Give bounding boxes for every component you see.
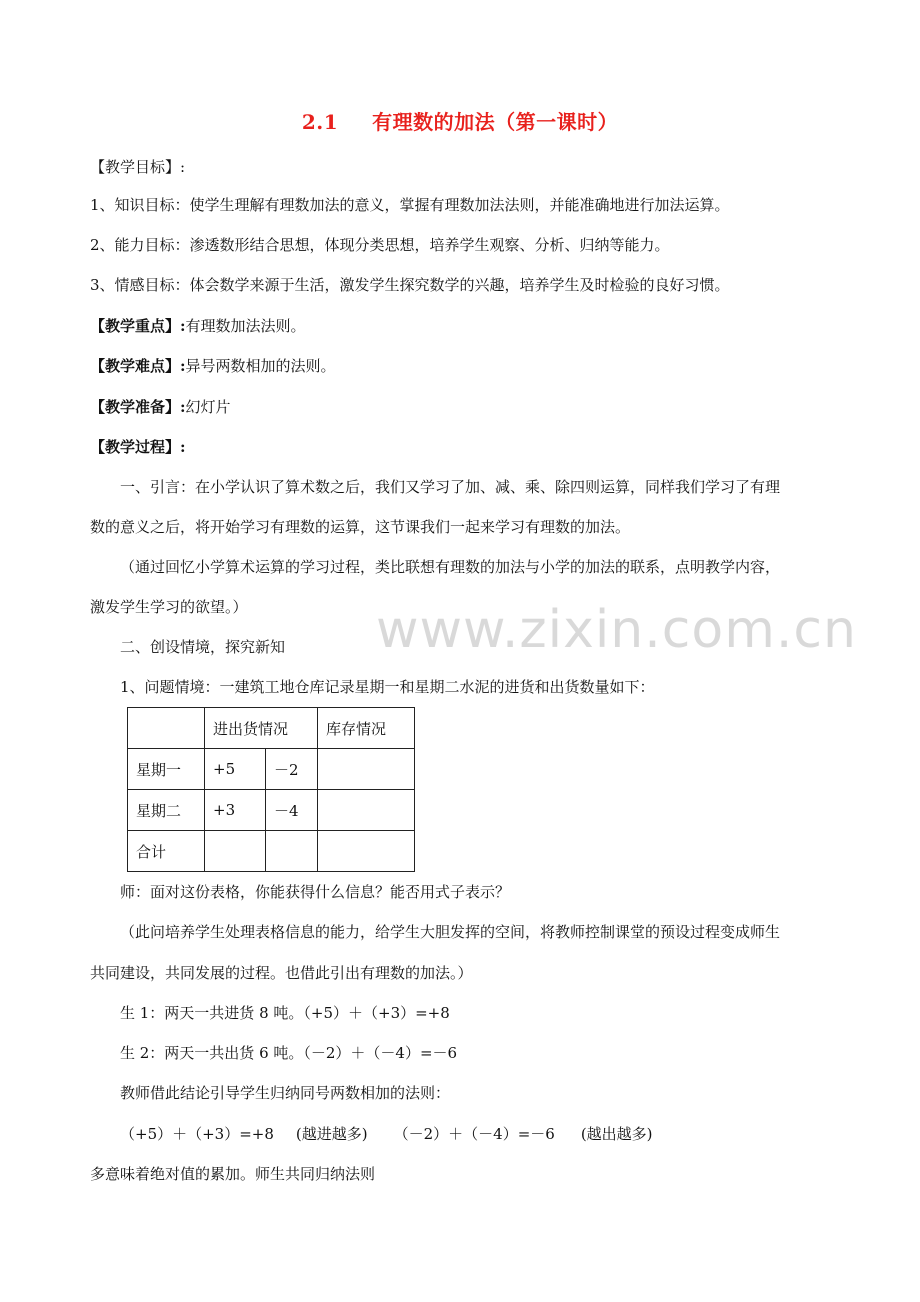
- row-label: 星期一: [128, 749, 205, 790]
- summary-line: 多意味着绝对值的累加。师生共同归纳法则: [90, 1165, 376, 1183]
- difficulty-text: 异号两数相加的法则。: [185, 357, 336, 375]
- note-line-2: 共同建设，共同发展的过程。也借此引出有理数的加法。）: [90, 964, 473, 982]
- row-label: 星期二: [128, 790, 205, 831]
- difficulty-point: [90, 356, 850, 376]
- row-label: 合计: [128, 831, 205, 872]
- teacher-lead: 教师借此结论引导学生归纳同号两数相加的法则：: [120, 1084, 451, 1102]
- lesson-title: [0, 106, 920, 135]
- title-text: 有理数的加法（第一课时）: [372, 110, 619, 134]
- problem-statement: 1、问题情境：一建筑工地仓库记录星期一和星期二水泥的进货和出货数量如下：: [120, 678, 655, 696]
- table-row: [128, 831, 415, 872]
- formula-2: （－2）＋（－4）=－6: [393, 1125, 555, 1143]
- table-row: [128, 790, 415, 831]
- row-out: －4: [266, 790, 318, 831]
- header-io: 进出货情况: [205, 708, 318, 749]
- prep-label: 【教学准备】:: [90, 398, 186, 416]
- goal-emotion: 3、情感目标：体会数学来源于生活，激发学生探究数学的兴趣，培养学生及时检验的良好习惯。: [90, 276, 730, 294]
- goal-knowledge: 1、知识目标：使学生理解有理数加法的意义，掌握有理数加法法则，并能准确地进行加法运算。: [90, 196, 730, 214]
- intro-note-1: （通过回忆小学算术运算的学习过程，类比联想有理数的加法与小学的加法的联系，点明教学内容，: [120, 558, 781, 576]
- header-stock: 库存情况: [318, 708, 415, 749]
- intro-line-1: 一、引言：在小学认识了算术数之后，我们又学习了加、减、乘、除四则运算，同样我们学习了有理: [120, 478, 781, 496]
- preparation: [90, 397, 850, 417]
- table-corner-cell: [128, 708, 205, 749]
- row-stock: [318, 790, 415, 831]
- row-stock: [318, 831, 415, 872]
- intro-line-2: 数的意义之后，将开始学习有理数的运算，这节课我们一起来学习有理数的加法。: [90, 518, 631, 536]
- note-line-1: （此问培养学生处理表格信息的能力，给学生大胆发挥的空间，将教师控制课堂的预设过程变成师生: [120, 923, 781, 941]
- stock-table: [127, 707, 415, 872]
- key-point: [90, 316, 850, 336]
- formula-1: （+5）＋（+3）=+8: [120, 1125, 274, 1143]
- title-number: 2.1: [301, 110, 339, 134]
- formula-line: [120, 1124, 880, 1144]
- goals-heading: 【教学目标】:: [90, 158, 186, 176]
- row-in: +5: [205, 749, 266, 790]
- section-two-heading: 二、创设情境，探究新知: [120, 638, 286, 656]
- row-in: +3: [205, 790, 266, 831]
- formula-1-note: (越进越多): [295, 1125, 368, 1143]
- watermark: www.zixin.com.cn: [376, 600, 857, 660]
- process-heading: 【教学过程】:: [90, 438, 186, 456]
- row-out: －2: [266, 749, 318, 790]
- teacher-question: 师：面对这份表格，你能获得什么信息？能否用式子表示？: [120, 883, 511, 901]
- prep-text: 幻灯片: [185, 398, 231, 416]
- row-out: [266, 831, 318, 872]
- row-stock: [318, 749, 415, 790]
- row-in: [205, 831, 266, 872]
- goal-ability: 2、能力目标：渗透数形结合思想，体现分类思想，培养学生观察、分析、归纳等能力。: [90, 236, 670, 254]
- student-answer-2: 生 2：两天一共出货 6 吨。（－2）＋（－4）=－6: [120, 1044, 458, 1062]
- intro-note-2: 激发学生学习的欲望。）: [90, 598, 248, 616]
- key-text: 有理数加法法则。: [185, 317, 306, 335]
- student-answer-1: 生 1：两天一共进货 8 吨。（+5）＋（+3）=+8: [120, 1004, 450, 1022]
- table-row: [128, 749, 415, 790]
- table-header-row: [128, 708, 415, 749]
- key-label: 【教学重点】:: [90, 317, 186, 335]
- formula-2-note: (越出越多): [580, 1125, 653, 1143]
- difficulty-label: 【教学难点】:: [90, 357, 186, 375]
